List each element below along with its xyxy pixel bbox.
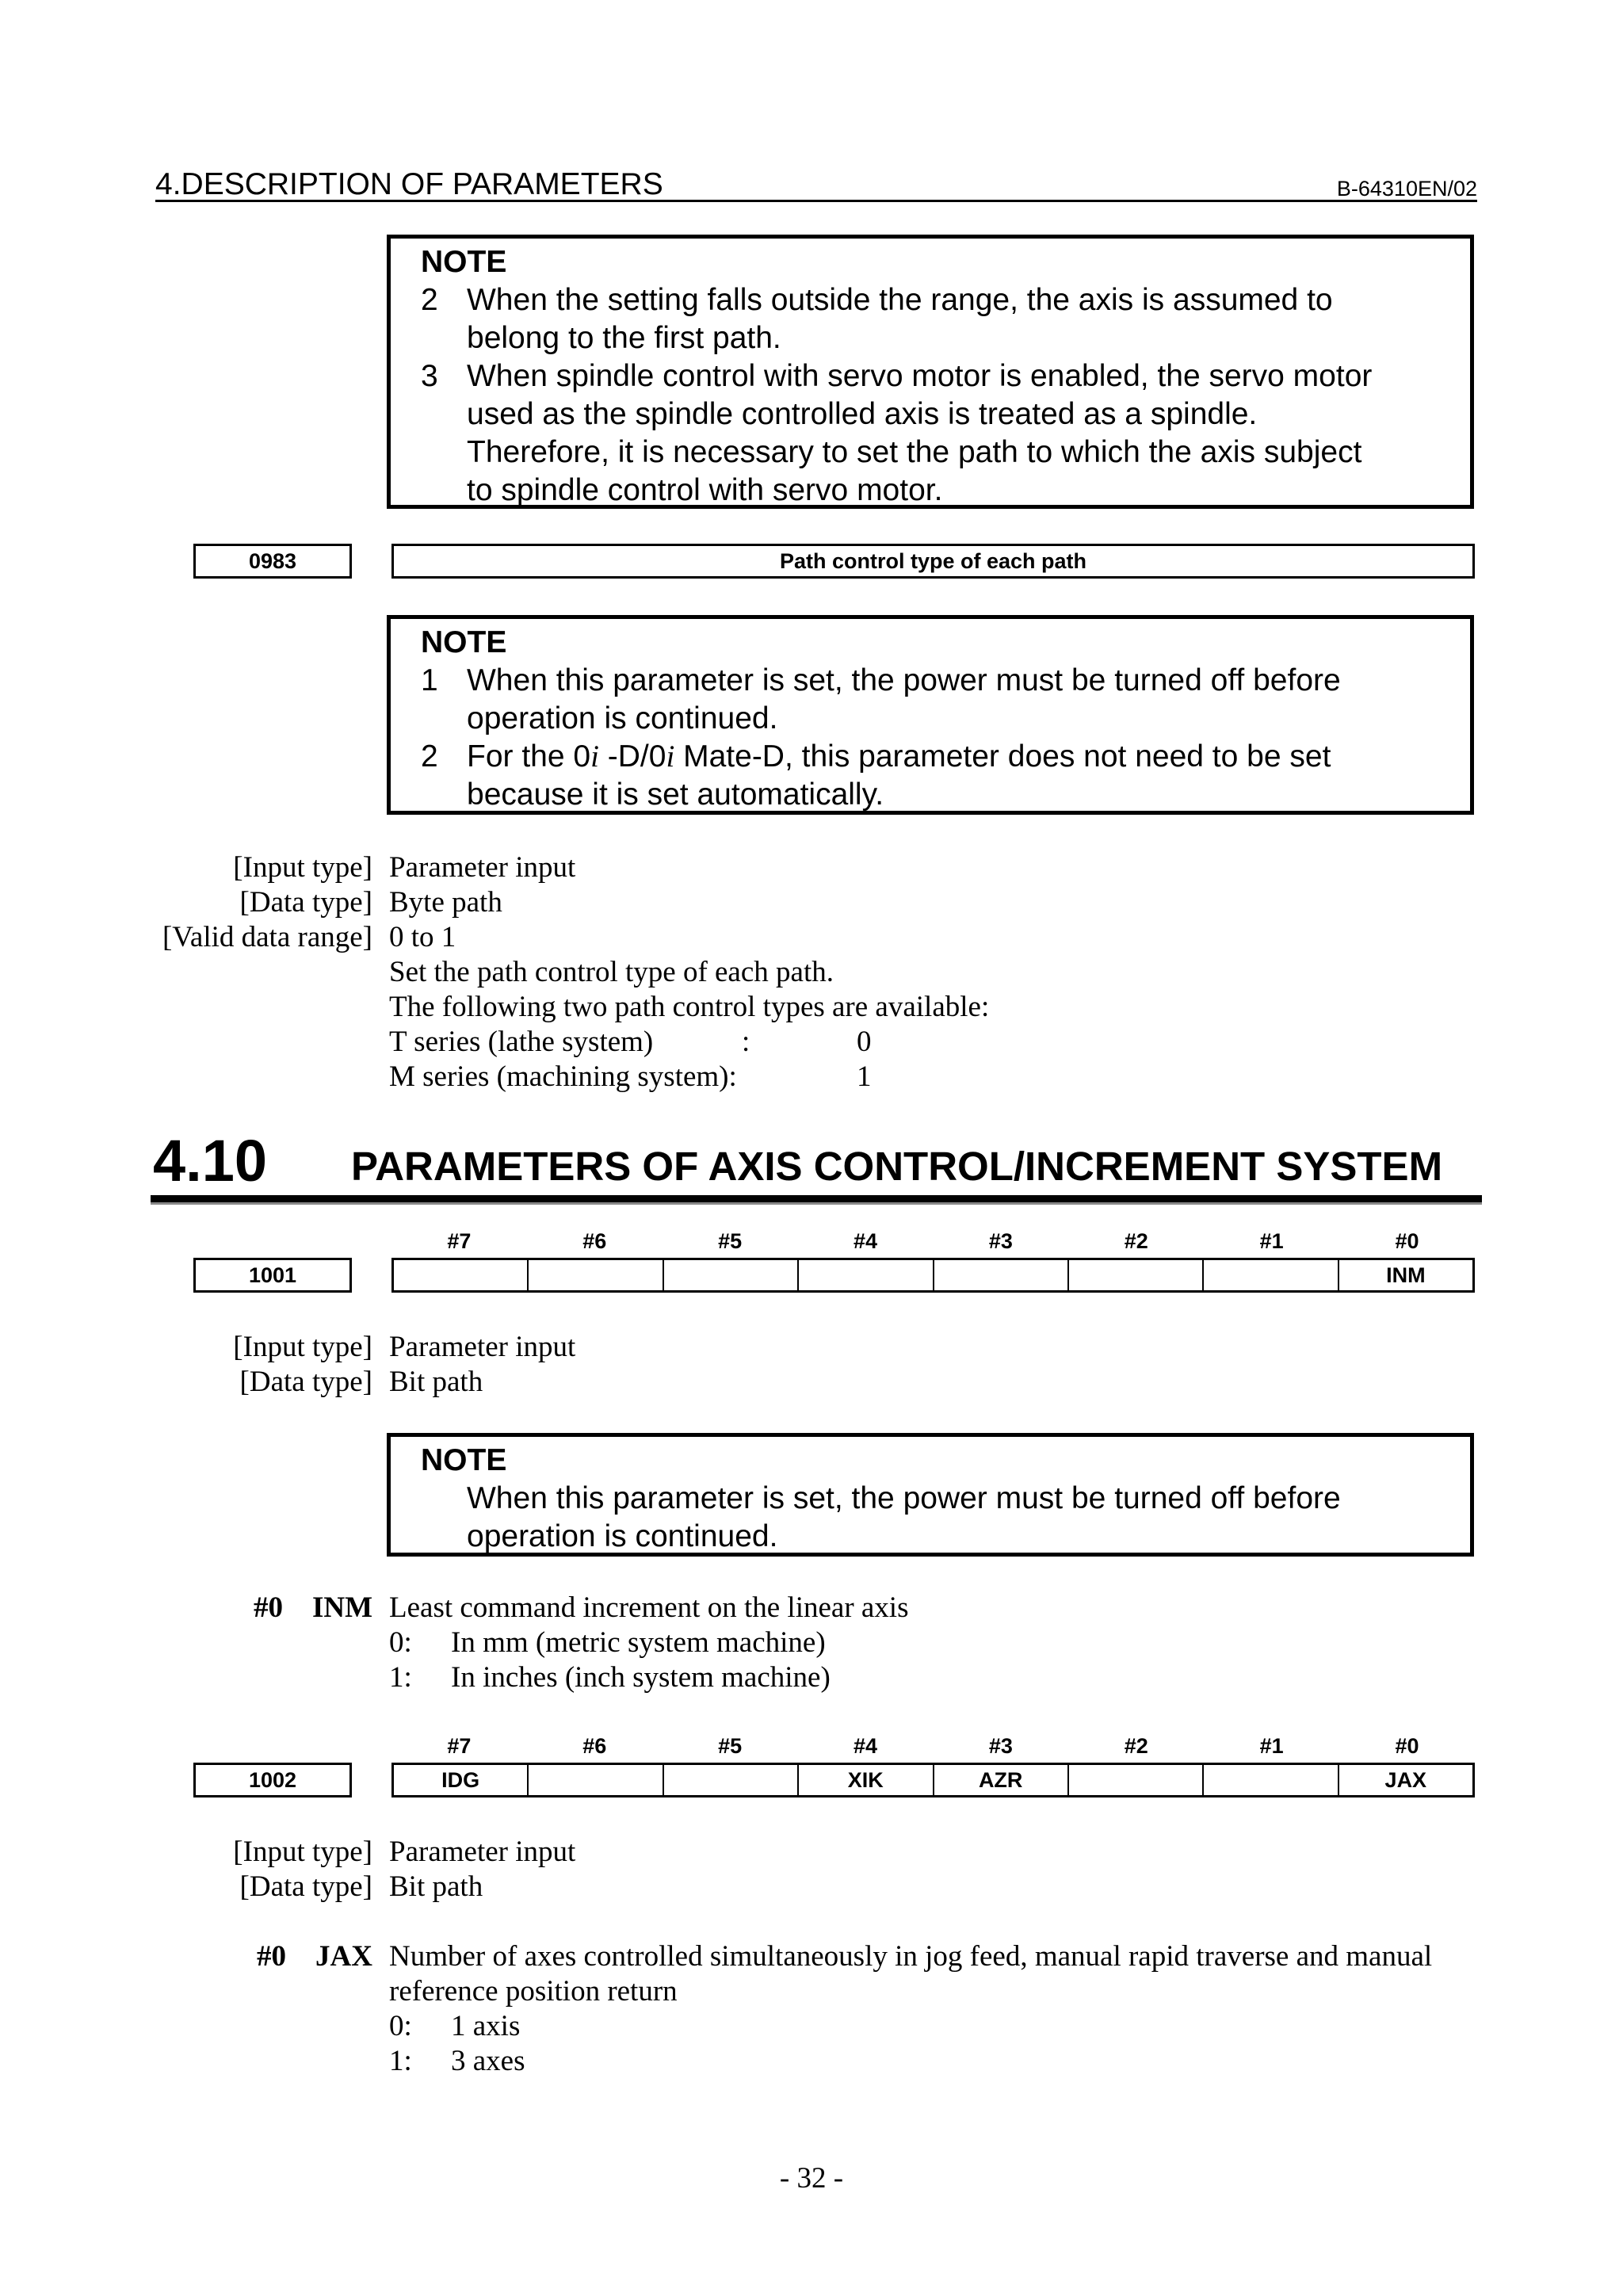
bit-cell [529, 1765, 663, 1795]
note-line: When the setting falls outside the range, the axis is assumed to [467, 283, 1333, 317]
option-key: 0: [389, 1626, 412, 1659]
option-text: In mm (metric system machine) [451, 1626, 826, 1659]
input-type-value: Parameter input [389, 851, 576, 884]
note-item [421, 738, 1470, 814]
section-rule [151, 1195, 1482, 1202]
input-type-label: [Input type] [233, 851, 372, 884]
bit-header: #4 [854, 1734, 878, 1758]
note-item-number: 1 [421, 663, 438, 697]
bit-row-1001 [391, 1258, 1475, 1293]
note-title: NOTE [421, 1443, 507, 1477]
note-item-text [467, 738, 1470, 814]
bit-cell: IDG [394, 1765, 529, 1795]
note-text: For the 0 [467, 739, 591, 774]
note-line: to spindle control with servo motor. [467, 473, 943, 507]
note-item [421, 662, 1470, 738]
bit0-label-jax: #0 JAX [257, 1940, 372, 1973]
header-rule [155, 200, 1477, 202]
bit-cell [1069, 1260, 1204, 1290]
data-type-value: Bit path [389, 1870, 483, 1903]
note-item [421, 357, 1470, 510]
note-line: When this parameter is set, the power must be turned off before [467, 663, 1341, 697]
bit-cell [1204, 1260, 1338, 1290]
data-type-value: Bit path [389, 1366, 483, 1398]
note-item-text [467, 662, 1470, 738]
data-type-label: [Data type] [239, 886, 372, 919]
bit-header: #7 [447, 1734, 472, 1758]
bit-header: #1 [1259, 1229, 1284, 1253]
note-box-0983 [387, 615, 1474, 815]
input-type-label: [Input type] [233, 1836, 372, 1868]
bit-cell [799, 1260, 934, 1290]
path-type-value: 1 [857, 1060, 872, 1093]
bit-header-row [391, 1734, 1475, 1759]
parameter-number-1002: 1002 [193, 1763, 352, 1797]
bit-header: #3 [988, 1229, 1013, 1253]
parameter-number-1001: 1001 [193, 1258, 352, 1293]
note-line: operation is continued. [467, 701, 778, 735]
bit-header: #2 [1124, 1734, 1148, 1758]
bit-header: #0 [1395, 1734, 1419, 1758]
section-rule-shadow [151, 1202, 1482, 1205]
bit-cell [529, 1260, 663, 1290]
note-item-text [467, 357, 1470, 510]
note-item-number: 2 [421, 739, 438, 774]
option-row [389, 2009, 520, 2044]
bit-row-1002 [391, 1763, 1475, 1797]
bit-header: #6 [582, 1229, 607, 1253]
note-line: because it is set automatically. [467, 777, 884, 812]
bit0-description: Number of axes controlled simultaneously in jog feed, manual rapid traverse and manual [389, 1940, 1433, 1973]
note-box-1001 [387, 1433, 1474, 1557]
bit-header-row [391, 1229, 1475, 1254]
bit0-label-inm: #0 INM [253, 1591, 372, 1624]
description-line: Set the path control type of each path. [389, 956, 834, 988]
option-row [389, 2044, 525, 2079]
bit-cell [1069, 1765, 1204, 1795]
option-text: 1 axis [451, 2010, 521, 2042]
parameter-number-0983: 0983 [193, 544, 352, 579]
valid-range-label: [Valid data range] [162, 921, 372, 953]
note-line: belong to the first path. [467, 321, 781, 355]
input-type-label: [Input type] [233, 1331, 372, 1363]
option-key: 1: [389, 2045, 412, 2077]
path-type-name: T series (lathe system) [389, 1026, 654, 1058]
bit-cell [394, 1260, 529, 1290]
valid-range-value: 0 to 1 [389, 921, 456, 953]
bit-cell [664, 1260, 799, 1290]
option-row [389, 1626, 826, 1660]
note-line: When this parameter is set, the power must be turned off before [467, 1481, 1341, 1515]
note-item [421, 281, 1470, 357]
bit-cell [664, 1765, 799, 1795]
bit-cell [1204, 1765, 1338, 1795]
bit-header: #5 [718, 1229, 743, 1253]
option-text: 3 axes [451, 2045, 525, 2077]
bit0-description: reference position return [389, 1975, 678, 2008]
document-code: B-64310EN/02 [1336, 177, 1477, 201]
note-title: NOTE [421, 245, 507, 279]
bit-header: #7 [447, 1229, 472, 1253]
bit0-description: Least command increment on the linear axis [389, 1591, 909, 1624]
bit-header: #4 [854, 1229, 878, 1253]
bit-header: #2 [1124, 1229, 1148, 1253]
bit-cell: XIK [799, 1765, 934, 1795]
option-key: 0: [389, 2010, 412, 2042]
bit-cell [934, 1260, 1069, 1290]
section-number: 4.10 [153, 1128, 268, 1194]
note-title: NOTE [421, 625, 507, 659]
bit-header: #0 [1395, 1229, 1419, 1253]
option-text: In inches (inch system machine) [451, 1661, 831, 1694]
bit-header: #6 [582, 1734, 607, 1758]
section-title: PARAMETERS OF AXIS CONTROL/INCREMENT SYSTEM [351, 1144, 1443, 1189]
note-box-path-setting [387, 235, 1474, 509]
note-italic-i: i [666, 739, 675, 774]
path-type-value: 0 [857, 1026, 872, 1058]
note-item-number: 3 [421, 359, 438, 393]
bit-header: #5 [718, 1734, 743, 1758]
note-text: -D/0 [598, 739, 666, 774]
note-italic-i: i [590, 739, 599, 774]
description-line: The following two path control types are available: [389, 991, 990, 1023]
bit-cell: JAX [1384, 1768, 1427, 1792]
option-key: 1: [389, 1661, 412, 1694]
path-type-name: M series (machining system): [389, 1060, 737, 1093]
data-type-value: Byte path [389, 886, 502, 919]
data-type-label: [Data type] [239, 1366, 372, 1398]
note-line: When spindle control with servo motor is enabled, the servo motor [467, 359, 1373, 393]
bit-cell: AZR [934, 1765, 1069, 1795]
bit-header: #3 [988, 1734, 1013, 1758]
parameter-name-0983: Path control type of each path [391, 544, 1475, 579]
note-item-text [467, 281, 1470, 357]
option-row [389, 1660, 831, 1695]
path-type-separator: : [742, 1026, 750, 1058]
data-type-label: [Data type] [239, 1870, 372, 1903]
note-line [467, 738, 1446, 776]
bit-cell: INM [1386, 1263, 1426, 1287]
input-type-value: Parameter input [389, 1331, 576, 1363]
note-line: operation is continued. [467, 1519, 778, 1553]
note-line: Therefore, it is necessary to set the path to which the axis subject [467, 435, 1362, 469]
input-type-value: Parameter input [389, 1836, 576, 1868]
note-text: Mate-D, this parameter does not need to be set [674, 739, 1331, 774]
page-number: - 32 - [779, 2162, 844, 2195]
note-line: used as the spindle controlled axis is treated as a spindle. [467, 397, 1258, 431]
bit-header: #1 [1259, 1734, 1284, 1758]
note-item-number: 2 [421, 283, 438, 317]
section-header-title: 4.DESCRIPTION OF PARAMETERS [155, 167, 663, 201]
